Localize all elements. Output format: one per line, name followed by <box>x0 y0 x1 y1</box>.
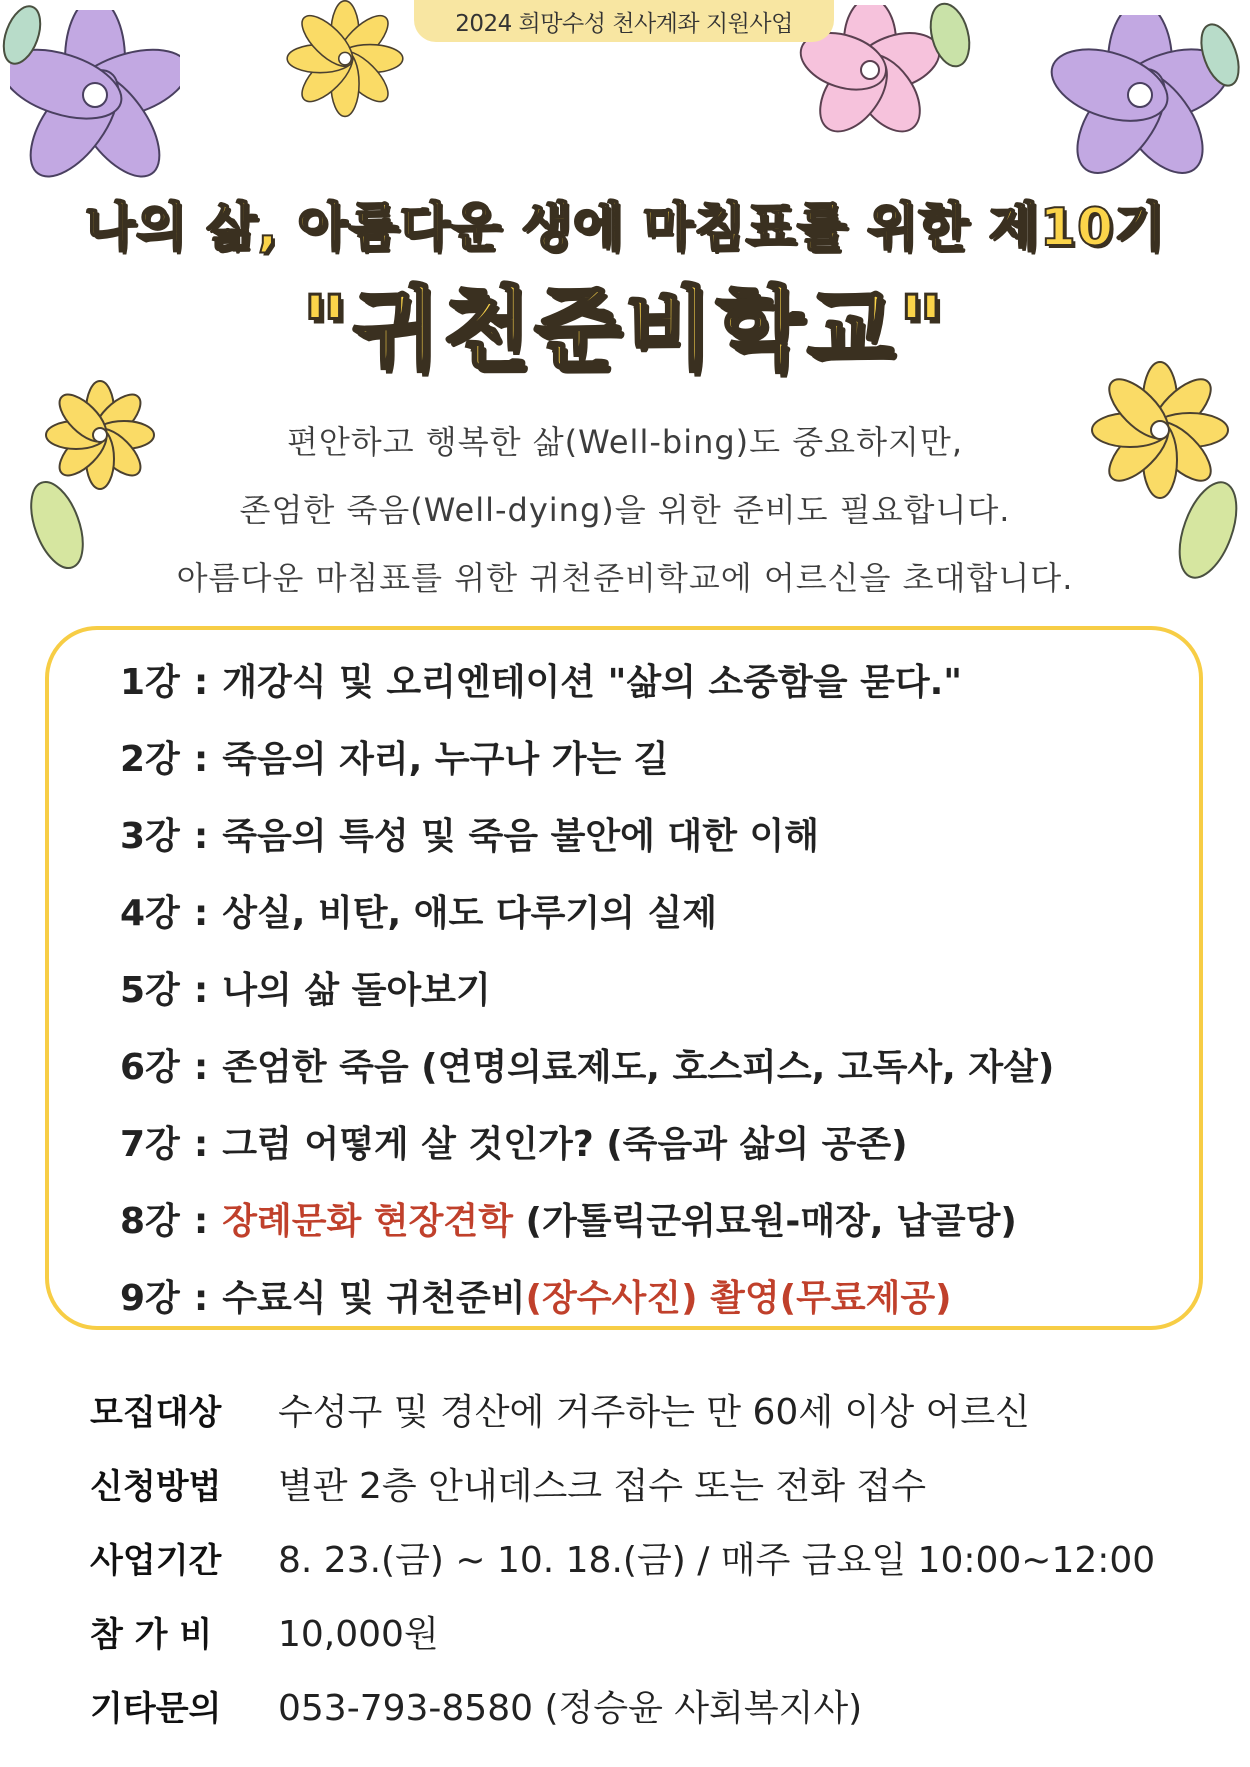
lecture-separator: : <box>193 739 209 780</box>
info-value: 별관 2층 안내데스크 접수 또는 전화 접수 <box>278 1465 926 1507</box>
lecture-number: 8강 <box>120 1201 180 1242</box>
lecture-item <box>120 1183 1180 1260</box>
lecture-item <box>120 1106 1180 1183</box>
lecture-title: 개강식 및 오리엔테이션 "삶의 소중함을 묻다." <box>222 662 963 703</box>
lecture-item <box>120 952 1180 1029</box>
info-label: 신청방법 <box>90 1466 222 1507</box>
info-label: 사업기간 <box>90 1540 222 1581</box>
page-subtitle: 나의 삶, 아름다운 생에 마침표를 위한 제10기 <box>84 198 1166 258</box>
leaf-icon <box>0 0 50 70</box>
lecture-item <box>120 721 1180 798</box>
lecture-highlight: 장례문화 현장견학 <box>222 1201 513 1242</box>
leaf-icon <box>1195 15 1245 95</box>
lecture-item <box>120 1260 1180 1337</box>
info-label: 참 가 비 <box>90 1614 213 1655</box>
lecture-item <box>120 644 1180 721</box>
lecture-number: 9강 <box>120 1278 180 1319</box>
lecture-separator: : <box>193 893 209 934</box>
info-row-contact <box>90 1668 1210 1742</box>
lecture-highlight: (장수사진) 촬영(무료제공) <box>525 1278 952 1319</box>
lecture-separator: : <box>193 970 209 1011</box>
intro-line: 존엄한 죽음(Well-dying)을 위한 준비도 필요합니다. <box>239 491 1011 529</box>
lecture-title: 나의 삶 돌아보기 <box>222 970 491 1011</box>
lecture-list <box>120 644 1180 1337</box>
yellow-flower-icon <box>265 0 425 125</box>
lecture-separator: : <box>193 816 209 857</box>
lecture-separator: : <box>193 1047 209 1088</box>
lecture-item <box>120 1029 1180 1106</box>
info-label: 모집대상 <box>90 1392 222 1433</box>
lecture-title: 수료식 및 귀천준비 <box>222 1278 526 1319</box>
intro-line: 편안하고 행복한 삶(Well-bing)도 중요하지만, <box>286 423 963 461</box>
info-value: 10,000원 <box>278 1613 439 1655</box>
lecture-title: 죽음의 특성 및 죽음 불안에 대한 이해 <box>222 816 820 857</box>
info-value: 053-793-8580 (정승윤 사회복지사) <box>278 1687 863 1729</box>
intro-text <box>0 408 1250 612</box>
info-value: 수성구 및 경산에 거주하는 만 60세 이상 어르신 <box>278 1391 1030 1433</box>
intro-line: 아름다운 마침표를 위한 귀천준비학교에 어르신을 초대합니다. <box>176 559 1074 597</box>
info-section <box>90 1372 1210 1742</box>
lecture-separator: : <box>193 1278 209 1319</box>
lecture-number: 7강 <box>120 1124 180 1165</box>
lecture-number: 4강 <box>120 893 180 934</box>
lecture-number: 1강 <box>120 662 180 703</box>
info-row-target <box>90 1372 1210 1446</box>
page-title: "귀천준비학교" <box>301 277 949 382</box>
lecture-separator: : <box>193 1201 209 1242</box>
lecture-separator: : <box>193 662 209 703</box>
lecture-item <box>120 798 1180 875</box>
info-row-fee <box>90 1594 1210 1668</box>
leaf-icon <box>920 0 980 70</box>
lecture-number: 6강 <box>120 1047 180 1088</box>
lecture-title: 죽음의 자리, 누구나 가는 길 <box>222 739 669 780</box>
lecture-number: 5강 <box>120 970 180 1011</box>
lecture-title: 존엄한 죽음 (연명의료제도, 호스피스, 고독사, 자살) <box>222 1047 1055 1088</box>
lecture-title-rest: (가톨릭군위묘원-매장, 납골당) <box>512 1201 1017 1242</box>
lecture-item <box>120 875 1180 952</box>
info-label: 기타문의 <box>90 1688 222 1729</box>
lecture-title: 그럼 어떻게 살 것인가? (죽음과 삶의 공존) <box>222 1124 908 1165</box>
lecture-separator: : <box>193 1124 209 1165</box>
info-value: 8. 23.(금) ~ 10. 18.(금) / 매주 금요일 10:00~12:00 <box>278 1539 1156 1581</box>
lecture-number: 2강 <box>120 739 180 780</box>
program-badge: 2024 희망수성 천사계좌 지원사업 <box>414 0 834 42</box>
info-row-apply <box>90 1446 1210 1520</box>
info-row-period <box>90 1520 1210 1594</box>
lecture-number: 3강 <box>120 816 180 857</box>
lecture-title: 상실, 비탄, 애도 다루기의 실제 <box>222 893 718 934</box>
